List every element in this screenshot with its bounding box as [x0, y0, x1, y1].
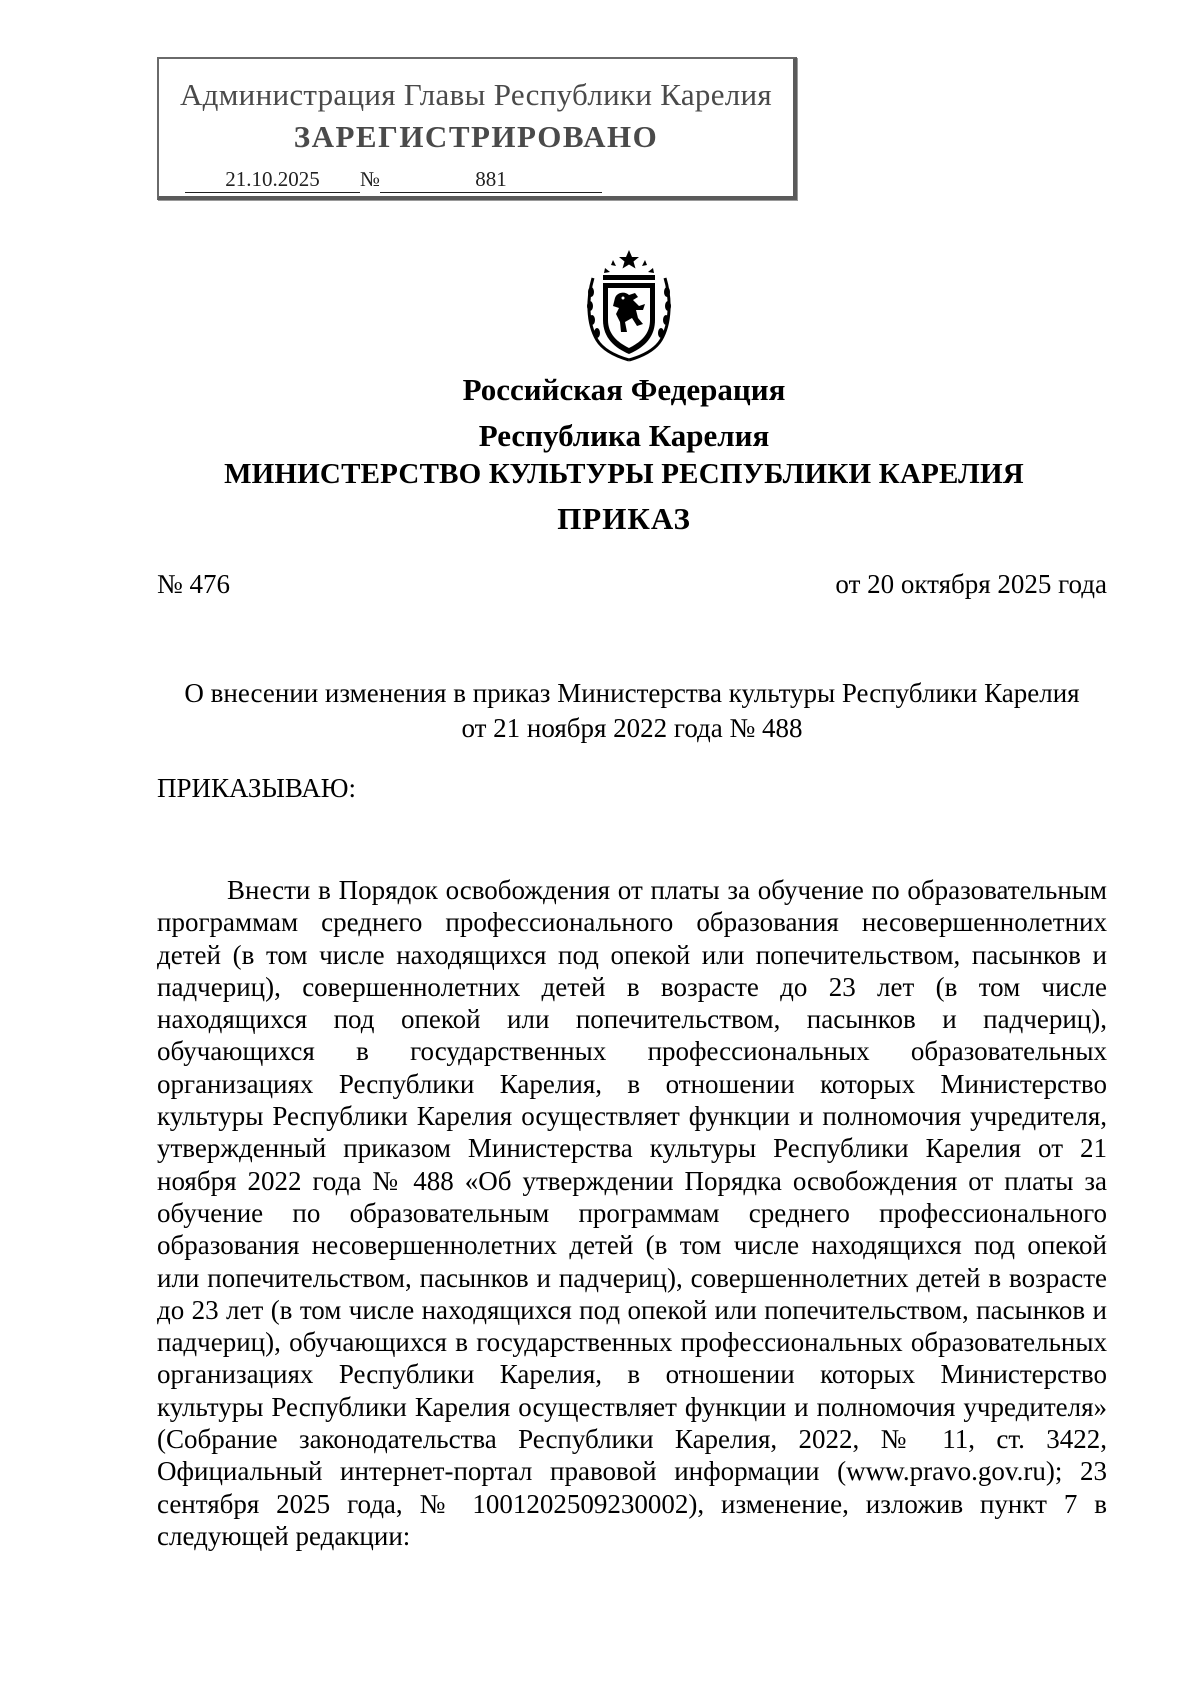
stamp-status: ЗАРЕГИСТРИРОВАНО: [293, 119, 659, 154]
order-number: № 476: [157, 569, 231, 599]
stamp-date: 21.10.2025: [185, 167, 360, 193]
order-subject-line-2: от 21 ноября 2022 года № 488: [461, 713, 803, 743]
order-date: от 20 октября 2025 года: [835, 569, 1107, 599]
header-country: Российская Федерация: [462, 372, 786, 407]
body-paragraph: Внести в Порядок освобождения от платы за обучение по образовательным программам среднего профессионального образования несовершеннолетних детей (в том числе находящихся под опекой или попечительством, пасынков и падчериц), совершеннолетних детей в возрасте до 23 лет (в том числе находящихся под опекой или попечительством, пасынков и падчериц), обучающихся в государственных профессиональных образовательных организациях Республики Карелия, в отношении которых Министерство культуры Республики Карелия осуществляет функции и полномочия учредителя, утвержденный приказом Министерства культуры Республики Карелия от 21 ноября 2022 года № 488 «Об утверждении Порядка освобождения от платы за обучение по образовательным программам среднего профессионального образования несовершеннолетних детей (в том числе находящихся под опекой или попечительством, пасынков и падчериц), совершеннолетних детей в возрасте до 23 лет (в том числе находящихся под опекой или попечительством, пасынков и падчериц), обучающихся в государственных профессиональных образовательных организациях Республики Карелия, в отношении которых Министерство культуры Республики Карелия осуществляет функции и полномочия учредителя» (Собрание законодательства Республики Карелия, 2022, № 11, ст. 3422, Официальный интернет-портал правовой информации (www.pravo.gov.ru); 23 сентября 2025 года, № 1001202509230002), изменение, изложив пункт 7 в следующей редакции:: [157, 875, 1107, 1551]
stamp-organization: Администрация Главы Республики Карелия: [180, 77, 772, 112]
order-subject-line-1: О внесении изменения в приказ Министерства культуры Республики Карелия: [184, 678, 1080, 708]
stamp-number: 881: [380, 167, 602, 193]
header-ministry: МИНИСТЕРСТВО КУЛЬТУРЫ РЕСПУБЛИКИ КАРЕЛИЯ: [224, 458, 1024, 490]
order-directive: ПРИКАЗЫВАЮ:: [157, 773, 356, 803]
document-type: ПРИКАЗ: [557, 501, 691, 536]
stamp-number-label: №: [360, 167, 381, 191]
coat-of-arms-karelia-icon: [583, 248, 675, 363]
stamp-registration-line: [185, 167, 602, 193]
order-subject: [157, 676, 1107, 746]
registration-stamp: [157, 57, 797, 200]
header-republic: Республика Карелия: [478, 418, 770, 453]
